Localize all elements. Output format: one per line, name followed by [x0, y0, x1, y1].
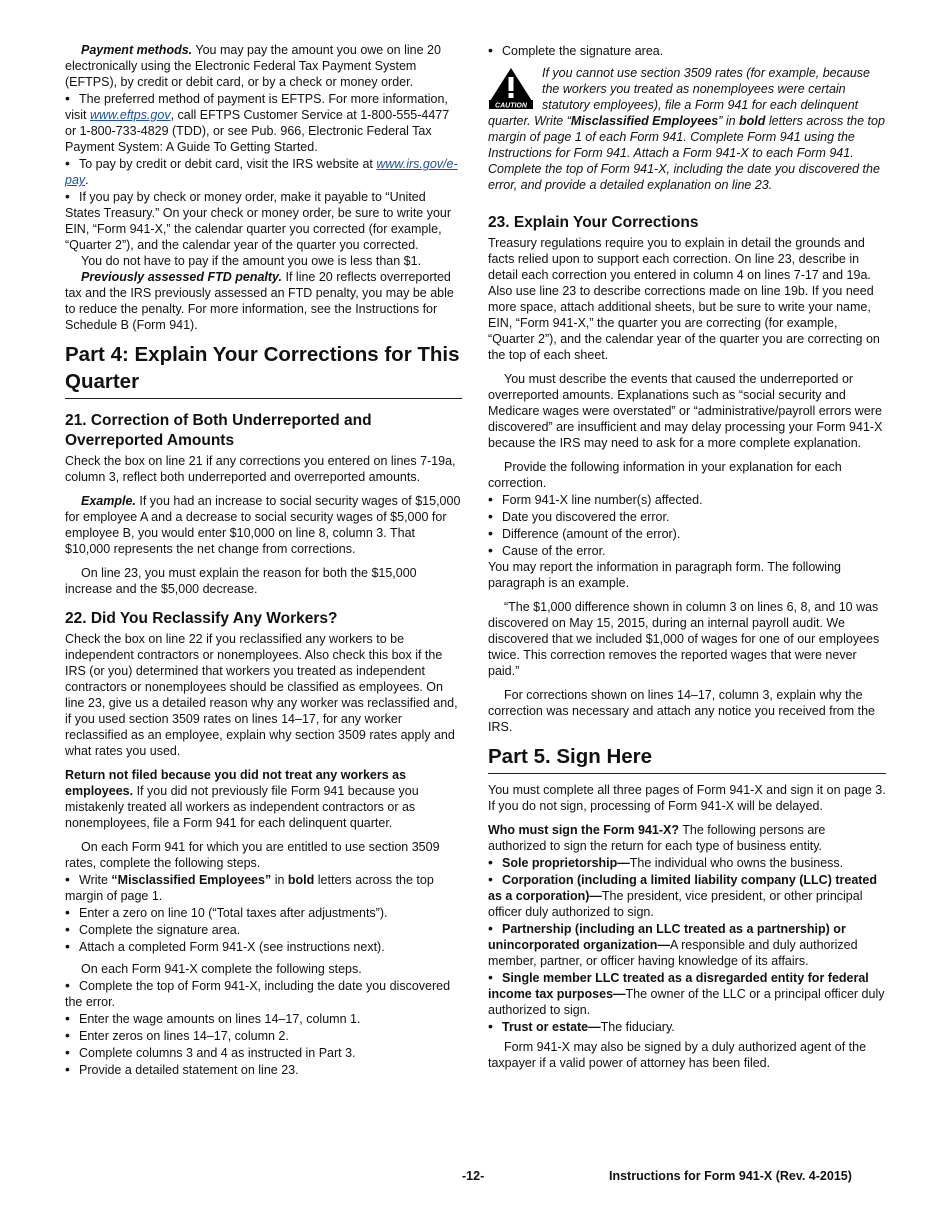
section22-text: Check the box on line 22 if you reclassified any workers to be independent contractors or nonemployees. Also check this box if the IRS (or you) determined that workers you treated as independent contractors or nonemployees should be classified as employees. On line 23, give us a detailed reason why any worker was reclassified and, if you used section 3509 rates on lines 14–17, for any worker reclassified as an employee, explain why section 3509 rates apply and what rates you used.	[65, 632, 458, 758]
section21-heading: 21. Correction of Both Underreported and Overreported Amounts	[65, 412, 372, 449]
each-941x-paragraph: On each Form 941-X complete the following steps.	[81, 962, 362, 976]
right-column	[488, 42, 886, 1071]
agent-paragraph: Form 941-X may also be signed by a duly authorized agent of the taxpayer if a valid power of attorney has been filed.	[488, 1040, 867, 1070]
payment-methods-heading: Payment methods.	[81, 43, 193, 57]
example-paragraph: Example. If you had an increase to social security wages of $15,000 for employee A and a decrease to social security wages of $5,000 for employee B, you would enter $10,000 on line 8, column 3. That $10,000 represents the net change from corrections.	[65, 494, 461, 556]
line23-paragraph: On line 23, you must explain the reason for both the $15,000 increase and the $5,000 decrease.	[65, 566, 417, 596]
complete-pages-paragraph: You must complete all three pages of Form 941-X and sign it on page 3. If you do not sign, processing of Form 941-X will be delayed.	[488, 783, 886, 813]
list-item: • Single member LLC treated as a disregarded entity for federal income tax purposes—The owner of the LLC or a principal officer duly authorized to sign.	[488, 969, 886, 1018]
list-item: • Cause of the error.	[488, 542, 886, 559]
section21-text: Check the box on line 21 if any corrections you entered on lines 7-19a, column 3, reflect both underreported and overreported amounts.	[65, 454, 456, 484]
list-item: • The preferred method of payment is EFTPS. For more information, visit www.eftps.gov, call EFTPS Customer Service at 1-800-555-4477 or 1-800-733-4829 (TDD), or see Pub. 966, Electronic Federal Tax Payment System: A Guide To Getting Started.	[65, 90, 462, 155]
list-item: • Sole proprietorship—The individual who owns the business.	[488, 854, 886, 871]
list-item: • Corporation (including a limited liability company (LLC) treated as a corporation)—The president, vice president, or other principal officer duly authorized to sign.	[488, 871, 886, 920]
list-item: • Complete the signature area.	[488, 42, 886, 59]
section22-heading: 22. Did You Reclassify Any Workers?	[65, 610, 338, 627]
list-item: • If you pay by check or money order, make it payable to “United States Treasury.” On your check or money order, be sure to write your EIN, “Form 941-X,” the calendar quarter you corrected (for example, “Quarter 2”), and the calendar year of the quarter you corrected.	[65, 188, 462, 253]
part4-heading: Part 4: Explain Your Corrections for This Quarter	[65, 341, 462, 399]
list-item: • Attach a completed Form 941-X (see instructions next).	[65, 938, 462, 955]
list-item: • Complete the signature area.	[65, 921, 462, 938]
list-item: • Enter a zero on line 10 (“Total taxes after adjustments”).	[65, 904, 462, 921]
return-not-filed-paragraph: Return not filed because you did not treat any workers as employees. If you did not previously file Form 941 because you mistakenly treated all workers as independent contractors or as nonemployees, file a Form 941 for each delinquent quarter.	[65, 768, 419, 830]
list-item: • Enter the wage amounts on lines 14–17, column 1.	[65, 1010, 462, 1027]
list-item: • Provide a detailed statement on line 23.	[65, 1061, 462, 1078]
part5-heading: Part 5. Sign Here	[488, 743, 886, 774]
list-item: • Partnership (including an LLC treated as a partnership) or unincorporated organization—A responsible and duly authorized member, partner, or officer having knowledge of its affairs.	[488, 920, 886, 969]
eftps-link[interactable]: www.eftps.gov	[90, 108, 171, 122]
section23-text: Treasury regulations require you to explain in detail the grounds and facts relied upon to support each correction. On line 23, describe in detail each correction you entered in column 4 on lines 7-17 and 19a. Also use line 23 to describe corrections made on line 19b. If you need more space, attach additional sheets, but be sure to write your name, EIN, “Form 941-X,” the quarter you are correcting (for example, “Quarter 2”), and the calendar year of the quarter you are correcting on the top of each sheet.	[488, 236, 880, 362]
list-item: • Write “Misclassified Employees” in bold letters across the top margin of page 1.	[65, 871, 462, 904]
lines-14-17-paragraph: For corrections shown on lines 14–17, column 3, explain why the correction was necessary and attach any notice you received from the IRS.	[488, 688, 876, 734]
page-number: -12-	[462, 1169, 485, 1183]
list-item: • Trust or estate—The fiduciary.	[488, 1018, 886, 1035]
list-item: • Complete the top of Form 941-X, including the date you discovered the error.	[65, 977, 462, 1010]
who-must-sign-paragraph: Who must sign the Form 941-X? The following persons are authorized to sign the return for each type of business entity.	[488, 823, 826, 853]
footer-title: Instructions for Form 941-X (Rev. 4-2015)	[609, 1169, 852, 1183]
list-item: • Form 941-X line number(s) affected.	[488, 491, 886, 508]
caution-box: CAUTION If you cannot use section 3509 rates (for example, because the workers you treated as nonemployees were certain statutory employees), file a Form 941 for each delinquent quarter. Write “Misclassified Employees” in bold letters across the top margin of page 1 of each Form 941. Complete Form 941 using the Instructions for Form 941. Attach a Form 941-X to each Form 941. Complete the top of Form 941-X, including the date you discovered the error, and provide a detailed explanation on line 23.	[488, 66, 885, 192]
provide-paragraph: Provide the following information in your explanation for each correction.	[488, 460, 842, 490]
less-than-one-paragraph: You do not have to pay if the amount you owe is less than $1.	[81, 254, 422, 268]
example-quote-paragraph: “The $1,000 difference shown in column 3 on lines 6, 8, and 10 was discovered on May 15, 2015, during an internal payroll audit. We discovered that we included $1,000 of wages for one of our employees twice. This correction removes the reported wages that were never paid.”	[488, 600, 880, 678]
list-item: • Complete columns 3 and 4 as instructed in Part 3.	[65, 1044, 462, 1061]
ftd-penalty-paragraph: Previously assessed FTD penalty. If line 20 reflects overreported tax and the IRS previously assessed an FTD penalty, you may be able to reduce the penalty. For more information, see the Instructions for Schedule B (Form 941).	[65, 270, 454, 332]
list-item: • Difference (amount of the error).	[488, 525, 886, 542]
payment-methods-paragraph: Payment methods. You may pay the amount you owe on line 20 electronically using the Electronic Federal Tax Payment System (EFTPS), by credit or debit card, or by a check or money order.	[65, 43, 441, 89]
section23-heading: 23. Explain Your Corrections	[488, 214, 699, 231]
report-paragraph: You may report the information in paragraph form. The following paragraph is an example.	[488, 560, 841, 590]
caution-icon	[488, 67, 534, 109]
caution-label: CAUTION	[495, 102, 527, 109]
describe-paragraph: You must describe the events that caused the underreported or overreported amounts. Explanations such as “social security and Medicare wages were overstated” or “administrative/payroll errors were discovered” are insufficient and may delay processing your Form 941-X because the IRS may need to ask for a more complete explanation.	[488, 372, 883, 450]
list-item: • Date you discovered the error.	[488, 508, 886, 525]
each-941-paragraph: On each Form 941 for which you are entitled to use section 3509 rates, complete the following steps.	[65, 840, 440, 870]
list-item: • Enter zeros on lines 14–17, column 2.	[65, 1027, 462, 1044]
list-item: • To pay by credit or debit card, visit the IRS website at www.irs.gov/e-pay.	[65, 155, 462, 188]
irs-epay-link[interactable]: www.irs.gov/e-pay	[65, 157, 458, 187]
left-column	[65, 42, 462, 1078]
